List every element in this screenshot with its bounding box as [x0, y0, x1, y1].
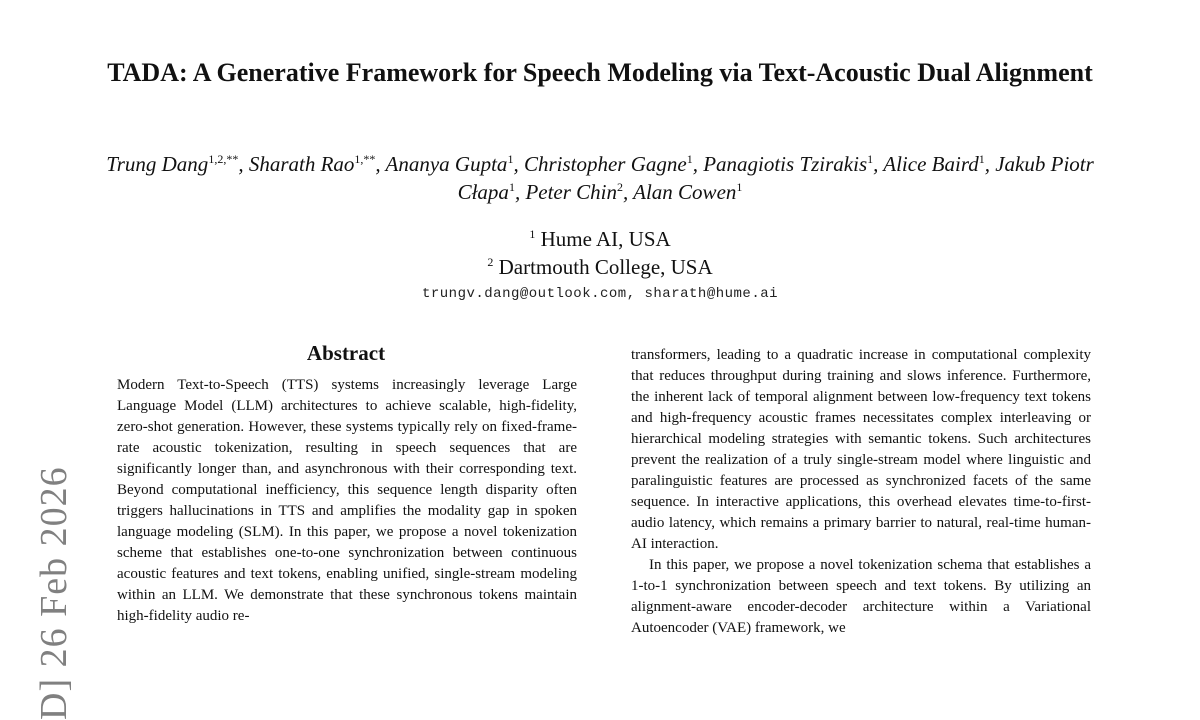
author-affiliation-mark: 1 [867, 152, 874, 166]
arxiv-side-stamp: D] 26 Feb 2026 [33, 466, 75, 720]
author-name: Panagiotis Tzirakis [703, 152, 868, 176]
author-name: Alan Cowen [633, 180, 737, 204]
author-affiliation-mark: 1 [507, 152, 514, 166]
affiliation [100, 225, 1100, 253]
affiliation-list [100, 225, 1100, 281]
affiliation-mark: 1 [529, 227, 536, 241]
author-name: Peter Chin [525, 180, 618, 204]
author-separator: , [692, 152, 704, 176]
author-name: Sharath Rao [248, 152, 355, 176]
author-separator: , [514, 180, 526, 204]
author-affiliation-mark: 2 [617, 180, 624, 194]
author-name: Jakub Piotr Cłapa [457, 152, 1094, 204]
author-separator: , [984, 152, 996, 176]
author-separator: , [238, 152, 249, 176]
author-affiliation-mark: 1,** [354, 152, 376, 166]
author-name: Ananya Gupta [385, 152, 508, 176]
affiliation-name: Hume AI, USA [535, 227, 671, 251]
author-separator: , [873, 152, 884, 176]
author-affiliation-mark: 1 [508, 180, 515, 194]
abstract-text: Modern Text-to-Speech (TTS) systems increasingly leverage Large Language Model (LLM) architectures to achieve scalable, high-fidelity, zero-shot generation. However, these systems typically rely on fixed-frame-rate acoustic tokenization, resulting in speech sequences that are significantly longer than, and asynchronous with their corresponding text. Beyond computational inefficiency, this sequence length disparity often triggers hallucinations in TTS and amplifies the modality gap in spoken language modeling (SLM). In this paper, we propose a novel tokenization scheme that establishes one-to-one synchronization between continuous acoustic features and text tokens, enabling unified, single-stream modeling within an LLM. We demonstrate that these synchronous tokens maintain high-fidelity audio re- [117, 377, 577, 624]
author-affiliation-mark: 1,2,** [208, 152, 239, 166]
author-name: Alice Baird [883, 152, 979, 176]
author-separator: , [375, 152, 386, 176]
author-emails: trungv.dang@outlook.com, sharath@hume.ai [421, 286, 779, 302]
affiliation [100, 253, 1100, 281]
paper-title: TADA: A Generative Framework for Speech Modeling via Text-Acoustic Dual Alignment [107, 58, 1093, 87]
author-list [100, 150, 1100, 206]
author-separator: , [623, 180, 634, 204]
right-column-text [631, 345, 1091, 639]
body-paragraph: In this paper, we propose a novel tokenization schema that establishes a 1-to-1 synchronization between speech and text tokens. By utilizing an alignment-aware encoder-decoder architecture within a Variational Autoencoder (VAE) framework, we [631, 557, 1091, 636]
author-separator: , [513, 152, 524, 176]
abstract-heading: Abstract [306, 341, 386, 365]
affiliation-name: Dartmouth College, USA [493, 255, 713, 279]
author-name: Trung Dang [106, 152, 209, 176]
author-affiliation-mark: 1 [978, 152, 985, 166]
affiliation-mark: 2 [487, 255, 494, 269]
author-affiliation-mark: 1 [686, 152, 693, 166]
author-affiliation-mark: 1 [736, 180, 743, 194]
author-name: Christopher Gagne [523, 152, 687, 176]
body-paragraph: transformers, leading to a quadratic increase in computational complexity that reduces throughput during training and slows inference. Furthermore, the inherent lack of temporal alignment between low-frequency text tokens and high-frequency acoustic frames necessitates complex interleaving or hierarchical modeling strategies with semantic tokens. Such architectures prevent the realization of a truly single-stream model where linguistic and paralinguistic features are processed as synchronized facets of the same sequence. In interactive applications, this overhead elevates time-to-first-audio latency, which remains a primary barrier to natural, real-time human-AI interaction. [631, 347, 1091, 552]
